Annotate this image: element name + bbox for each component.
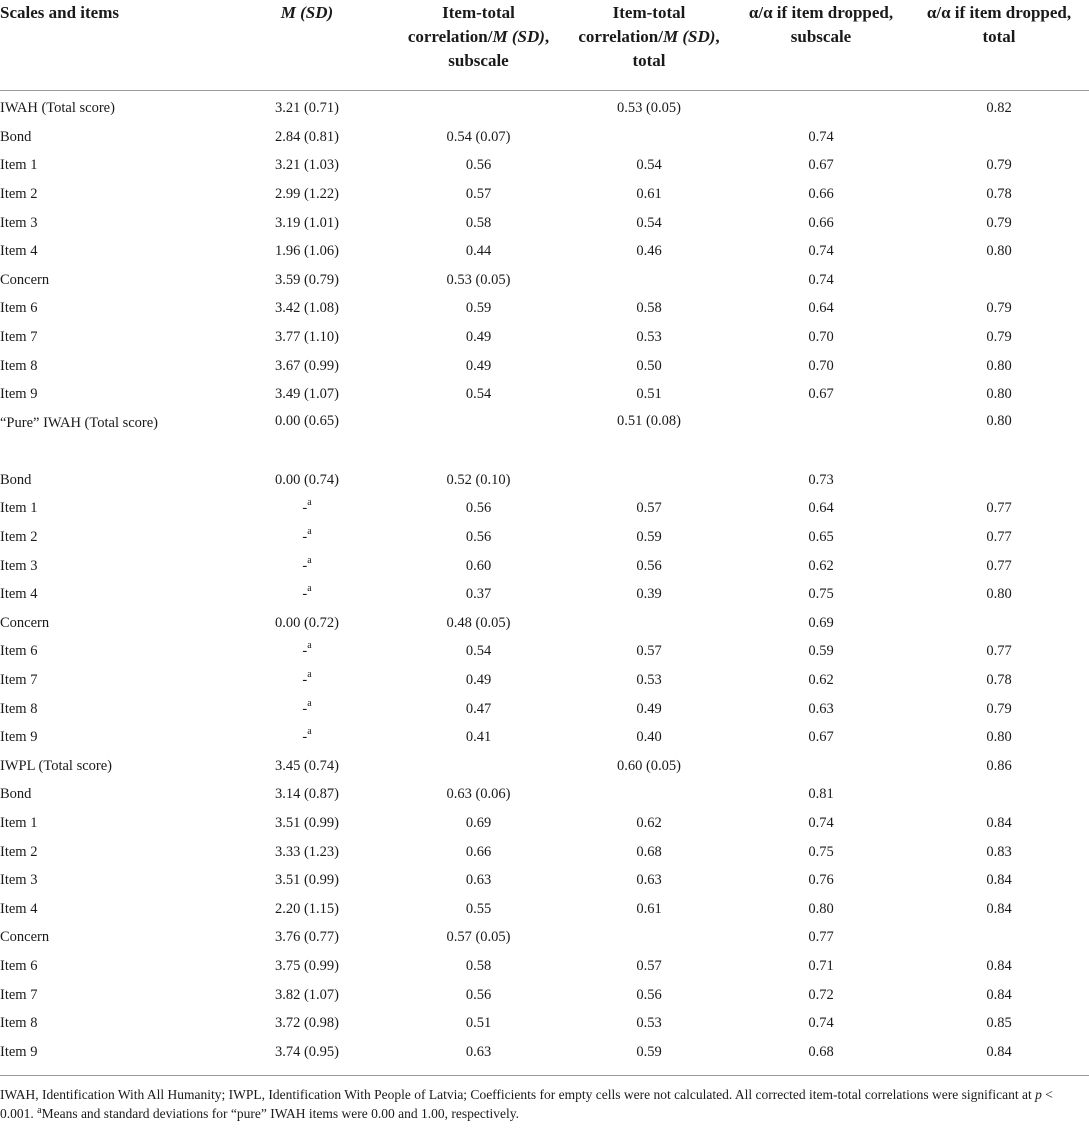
table-cell: 3.42 (1.08)	[274, 300, 340, 317]
table-cell: 2.20 (1.15)	[274, 900, 340, 917]
table-cell: 0.84	[986, 872, 1012, 889]
table-cell: 0.70	[808, 329, 834, 346]
table-cell: -$^a$	[302, 640, 312, 660]
row-label: Item 2	[0, 529, 38, 546]
row-label: Item 7	[0, 986, 38, 1003]
row-label: Item 7	[0, 329, 38, 346]
table-cell: 0.78	[986, 186, 1012, 203]
table-cell: 0.62	[808, 557, 834, 574]
table-cell: 2.99 (1.22)	[274, 186, 340, 203]
row-label: Item 1	[0, 814, 38, 831]
table-cell: 0.47	[465, 700, 492, 717]
table-cell: 0.37	[465, 586, 492, 603]
row-label: Item 6	[0, 643, 38, 660]
table-cell: 0.79	[986, 157, 1012, 174]
table-cell	[909, 609, 1089, 638]
table-cell	[392, 409, 565, 466]
table-cell: 0.55	[465, 900, 492, 917]
table-row	[0, 552, 1089, 581]
table-cell: 0.69	[808, 614, 834, 631]
row-label: Item 3	[0, 557, 38, 574]
row-label: Bond	[0, 786, 32, 803]
table-cell: 0.51	[636, 386, 662, 403]
row-label: Item 3	[0, 872, 38, 889]
row-label: “Pure” IWAH (Total score)	[0, 415, 159, 432]
table-cell	[909, 123, 1089, 152]
table-cell	[733, 90, 909, 123]
table-row	[0, 981, 1089, 1010]
table-cell: 0.79	[986, 214, 1012, 231]
table-cell: 0.54	[465, 643, 492, 660]
row-label: Item 2	[0, 843, 38, 860]
table-row	[0, 752, 1089, 781]
table-row	[0, 180, 1089, 209]
row-label: Item 1	[0, 500, 38, 517]
table-row	[0, 952, 1089, 981]
table-cell: 2.84 (0.81)	[274, 128, 340, 145]
table-cell: 0.51	[465, 1015, 492, 1032]
table-cell: 0.53 (0.05)	[616, 100, 682, 117]
table-row	[0, 352, 1089, 381]
table-cell: 0.71	[808, 957, 834, 974]
table-cell: 3.51 (0.99)	[274, 814, 340, 831]
table-cell: 0.86	[986, 757, 1012, 774]
table-cell: -$^a$	[302, 497, 312, 517]
header-row	[0, 0, 1089, 90]
row-label: Item 9	[0, 386, 38, 403]
table-cell: 0.67	[808, 729, 834, 746]
table-row	[0, 838, 1089, 867]
header-itc-total: Item-total correlation/M (SD), total	[565, 0, 733, 90]
table-cell	[565, 266, 733, 295]
table-cell: 0.72	[808, 986, 834, 1003]
table-cell: 0.77	[986, 500, 1012, 517]
table-cell: 0.57	[465, 186, 492, 203]
table-cell: 0.66	[465, 843, 492, 860]
table-cell	[565, 123, 733, 152]
table-cell	[565, 466, 733, 495]
table-row	[0, 1009, 1089, 1038]
table-cell: 0.56	[465, 986, 492, 1003]
header-alpha-total: α/α if item dropped, total	[909, 0, 1089, 90]
table-cell: 0.84	[986, 814, 1012, 831]
table-row	[0, 924, 1089, 953]
table-row	[0, 1038, 1089, 1075]
table-row	[0, 895, 1089, 924]
table-cell: 0.70	[808, 357, 834, 374]
table-cell: 0.56	[465, 157, 492, 174]
table-cell: 0.64	[808, 300, 834, 317]
table-row	[0, 409, 1089, 466]
table-cell: -$^a$	[302, 554, 312, 574]
table-cell: 0.57 (0.05)	[446, 929, 511, 946]
table-row	[0, 237, 1089, 266]
row-label: Item 4	[0, 243, 38, 260]
table-cell: 0.67	[808, 386, 834, 403]
table-row	[0, 666, 1089, 695]
header-mean-sd: M (SD)	[222, 0, 392, 90]
table-row	[0, 209, 1089, 238]
table-cell: 0.80	[986, 243, 1012, 260]
table-cell: 0.54	[636, 214, 662, 231]
row-label: Item 6	[0, 957, 38, 974]
table-cell: 0.84	[986, 957, 1012, 974]
table-cell: 0.58	[636, 300, 662, 317]
table-cell: 0.49	[465, 357, 492, 374]
row-label: Concern	[0, 614, 50, 631]
table-cell: 0.57	[636, 500, 662, 517]
table-cell: 0.67	[808, 157, 834, 174]
table-cell: 0.39	[636, 586, 662, 603]
table-cell: 0.53	[636, 329, 662, 346]
table-cell: 0.44	[465, 243, 492, 260]
table-cell: 0.74	[808, 1015, 834, 1032]
table-cell: 0.58	[465, 957, 492, 974]
table-cell: 0.50	[636, 357, 662, 374]
table-cell: 0.82	[986, 100, 1012, 117]
table-cell: 0.81	[808, 786, 834, 803]
table-row	[0, 295, 1089, 324]
table-footnote: IWAH, Identification With All Humanity; IWPL, Identification With People of Latvia; Coefficients for empty cells were not calculated. All corrected item-total correlations were significant at p < 0.001. $^a$Means and standard deviations for “pure” IWAH items were 0.00 and 1.00, respectively.	[0, 1086, 1053, 1121]
table-cell: 0.57	[636, 957, 662, 974]
row-label: Bond	[0, 128, 32, 145]
footnote-marker: a	[307, 554, 312, 566]
table-cell: 3.51 (0.99)	[274, 872, 340, 889]
table-cell: 3.67 (0.99)	[274, 357, 340, 374]
table-row	[0, 152, 1089, 181]
table-cell: 0.77	[808, 929, 834, 946]
table-cell: 0.00 (0.74)	[274, 471, 340, 488]
table-cell: 0.84	[909, 1038, 1089, 1075]
footnote-marker: a	[307, 497, 312, 509]
table-row	[0, 695, 1089, 724]
header-itc-subscale: Item-total correlation/M (SD), subscale	[392, 0, 565, 90]
table-cell: 0.59	[465, 300, 492, 317]
row-label: Item 9	[0, 729, 38, 746]
table-cell: 3.77 (1.10)	[274, 329, 340, 346]
table-cell: 0.80	[986, 729, 1012, 746]
table-row	[0, 781, 1089, 810]
table-cell	[909, 781, 1089, 810]
row-label: Item 8	[0, 357, 38, 374]
table-cell: 0.56	[465, 529, 492, 546]
table-cell: 0.63	[392, 1038, 565, 1075]
table-body	[0, 90, 1089, 1075]
row-label: Item 4	[0, 586, 38, 603]
table-cell: 0.58	[465, 214, 492, 231]
table-cell: 0.60	[465, 557, 492, 574]
table-cell: 0.80	[808, 900, 834, 917]
row-label: Item 3	[0, 214, 38, 231]
table-row	[0, 723, 1089, 752]
table-cell: 0.49	[636, 700, 662, 717]
table-cell: -$^a$	[302, 726, 312, 746]
row-label: Item 9	[0, 1038, 222, 1075]
table-cell: 3.82 (1.07)	[274, 986, 340, 1003]
table-cell: 0.57	[636, 643, 662, 660]
table-row	[0, 266, 1089, 295]
table-cell: -$^a$	[302, 668, 312, 688]
table-cell: 0.53	[636, 671, 662, 688]
table-cell: 0.80	[986, 586, 1012, 603]
table-cell: 0.53	[636, 1015, 662, 1032]
table-cell: 0.54	[636, 157, 662, 174]
table-cell: 0.54 (0.07)	[446, 128, 511, 145]
table-cell: 0.80	[986, 386, 1012, 403]
table-row	[0, 809, 1089, 838]
table-cell	[909, 266, 1089, 295]
row-label: Item 8	[0, 700, 38, 717]
table-cell: 0.56	[465, 500, 492, 517]
footnote-marker: a	[307, 697, 312, 709]
table-cell: 0.74	[808, 243, 834, 260]
table-cell: 0.56	[636, 986, 662, 1003]
table-cell: 0.73	[808, 471, 834, 488]
table-cell: -$^a$	[302, 583, 312, 603]
table-cell: 3.19 (1.01)	[274, 214, 340, 231]
header-scales-items: Scales and items	[0, 0, 222, 90]
table-cell: 0.74	[808, 128, 834, 145]
table-cell: 3.74 (0.95)	[222, 1038, 392, 1075]
footnote-marker: a	[307, 668, 312, 680]
table-cell: 0.66	[808, 186, 834, 203]
table-cell	[909, 466, 1089, 495]
table-cell	[909, 924, 1089, 953]
table-row	[0, 523, 1089, 552]
footnote-marker: a	[307, 726, 312, 738]
table-cell: 0.62	[808, 671, 834, 688]
table-cell: 0.79	[986, 700, 1012, 717]
table-row	[0, 466, 1089, 495]
table-cell: 3.49 (1.07)	[274, 386, 340, 403]
row-label: Item 1	[0, 157, 38, 174]
table-cell: 0.48 (0.05)	[446, 614, 511, 631]
row-label: Item 7	[0, 671, 38, 688]
table-row	[0, 495, 1089, 524]
table-cell: 0.75	[808, 586, 834, 603]
table-cell	[733, 752, 909, 781]
table-cell: 0.60 (0.05)	[616, 757, 682, 774]
table-row	[0, 90, 1089, 123]
table-cell: 3.45 (0.74)	[274, 757, 340, 774]
table-cell: 3.59 (0.79)	[274, 271, 340, 288]
table-row	[0, 323, 1089, 352]
table-cell: 0.40	[636, 729, 662, 746]
table-cell: 3.14 (0.87)	[274, 786, 340, 803]
table-row	[0, 638, 1089, 667]
table-cell: 0.46	[636, 243, 662, 260]
table-cell: 0.00 (0.65)	[274, 413, 340, 430]
table-cell: 0.84	[986, 900, 1012, 917]
table-cell: 3.33 (1.23)	[274, 843, 340, 860]
table-cell: 0.76	[808, 872, 834, 889]
table-cell	[565, 609, 733, 638]
table-cell: 0.68	[636, 843, 662, 860]
table-cell: 0.54	[465, 386, 492, 403]
table-cell: 0.80	[986, 357, 1012, 374]
table-cell: 3.75 (0.99)	[274, 957, 340, 974]
table-cell	[565, 781, 733, 810]
table-cell: 0.59	[808, 643, 834, 660]
row-label: Item 8	[0, 1015, 38, 1032]
table-cell	[392, 90, 565, 123]
table-cell: 0.61	[636, 900, 662, 917]
table-cell: 0.84	[986, 986, 1012, 1003]
table-cell: 0.65	[808, 529, 834, 546]
row-label: Concern	[0, 929, 50, 946]
table-cell: 0.78	[986, 671, 1012, 688]
table-cell: 0.77	[986, 529, 1012, 546]
table-cell: 0.79	[986, 329, 1012, 346]
table-cell: 0.63	[465, 872, 492, 889]
table-cell: 0.49	[465, 329, 492, 346]
table-row	[0, 866, 1089, 895]
table-cell: 0.62	[636, 814, 662, 831]
row-label: IWPL (Total score)	[0, 757, 112, 774]
table-cell: 0.52 (0.10)	[446, 471, 511, 488]
table-cell: -$^a$	[302, 526, 312, 546]
row-label: Item 2	[0, 186, 38, 203]
footnote-marker: a	[307, 526, 312, 538]
table-row	[0, 609, 1089, 638]
table-cell: 0.49	[465, 671, 492, 688]
table-cell: 0.61	[636, 186, 662, 203]
table-cell: 0.79	[986, 300, 1012, 317]
table-cell: 0.00 (0.72)	[274, 614, 340, 631]
row-label: Item 4	[0, 900, 38, 917]
table-cell	[392, 752, 565, 781]
table-cell: 3.21 (0.71)	[274, 100, 340, 117]
table-cell: 0.74	[808, 814, 834, 831]
table-cell: 3.21 (1.03)	[274, 157, 340, 174]
table-cell	[733, 409, 909, 466]
table-cell: 0.63	[636, 872, 662, 889]
table-cell: 0.41	[465, 729, 492, 746]
header-alpha-subscale: α/α if item dropped, subscale	[733, 0, 909, 90]
table-cell	[565, 924, 733, 953]
row-label: Bond	[0, 471, 32, 488]
table-cell: 0.75	[808, 843, 834, 860]
table-cell: 0.68	[733, 1038, 909, 1075]
table-cell: 3.72 (0.98)	[274, 1015, 340, 1032]
table-cell: 0.53 (0.05)	[446, 271, 511, 288]
table-row	[0, 123, 1089, 152]
footnote-marker: a	[307, 640, 312, 652]
table-cell: 1.96 (1.06)	[274, 243, 340, 260]
table-cell: 0.51 (0.08)	[616, 413, 682, 430]
table-cell: 0.69	[465, 814, 492, 831]
table-cell: 3.76 (0.77)	[274, 929, 340, 946]
table-cell: 0.63	[808, 700, 834, 717]
table-cell: 0.83	[986, 843, 1012, 860]
table-cell: 0.59	[565, 1038, 733, 1075]
table-cell: 0.77	[986, 557, 1012, 574]
table-cell: -$^a$	[302, 697, 312, 717]
row-label: Item 6	[0, 300, 38, 317]
table-cell: 0.77	[986, 643, 1012, 660]
table-cell: 0.66	[808, 214, 834, 231]
table-row	[0, 580, 1089, 609]
table-cell: 0.64	[808, 500, 834, 517]
row-label: IWAH (Total score)	[0, 100, 115, 117]
table-cell: 0.56	[636, 557, 662, 574]
table-cell: 0.63 (0.06)	[446, 786, 511, 803]
table-cell: 0.85	[986, 1015, 1012, 1032]
table-cell: 0.59	[636, 529, 662, 546]
row-label: Concern	[0, 271, 50, 288]
table-row	[0, 380, 1089, 409]
table-cell: 0.74	[808, 271, 834, 288]
table-cell: 0.80	[986, 413, 1012, 430]
footnote-marker: a	[307, 583, 312, 595]
